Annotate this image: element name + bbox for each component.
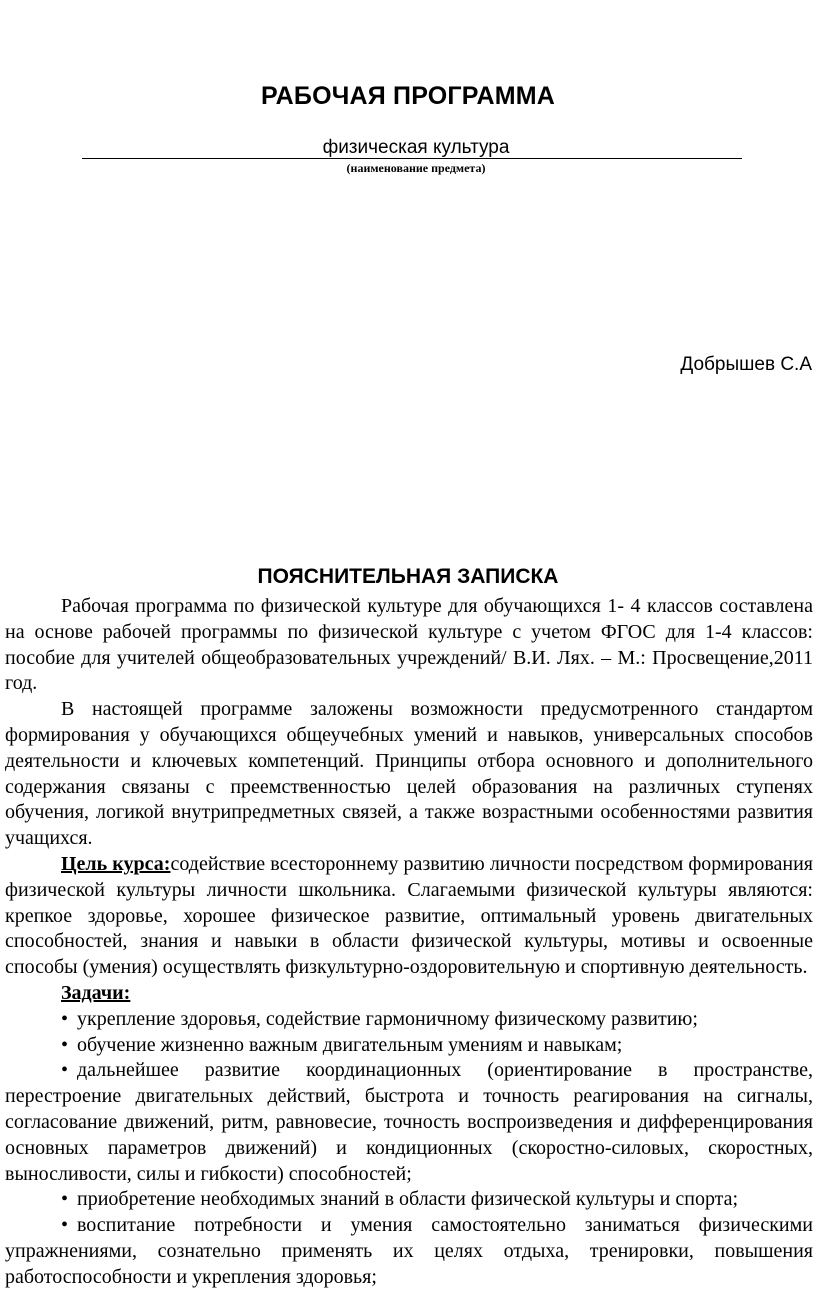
task-item xyxy=(5,1007,813,1033)
task-text: дальнейшее развитие координационных (ориентирование в пространстве, перестроение двигательных действий, быстрота и точность реагирования на сигналы, согласование движений, ритм, равновесие, точность воспроизведения и дифференцирования основных параметров движений) и кондиционных (скоростно-силовых, скоростных, выносливости, силы и гибкости) способностей; xyxy=(5,1059,813,1185)
task-item xyxy=(5,1213,813,1290)
task-text: приобретение необходимых знаний в области физической культуры и спорта; xyxy=(77,1188,739,1211)
task-item xyxy=(5,1058,813,1187)
task-text: обучение жизненно важным двигательным умениям и навыкам; xyxy=(77,1033,623,1056)
paragraph-course-goal xyxy=(5,852,813,981)
document-title: РАБОЧАЯ ПРОГРАММА xyxy=(260,82,556,110)
task-item xyxy=(5,1033,813,1059)
subject-name: физическая культура xyxy=(82,138,742,159)
task-text: укрепление здоровья, содействие гармоничному физическому развитию; xyxy=(77,1007,698,1030)
tasks-label: Задачи: xyxy=(61,981,131,1004)
bullet-icon: • xyxy=(61,1059,69,1082)
subject-caption: (наименование предмета) xyxy=(346,161,486,175)
goal-text: содействие всестороннему развитию личности посредством формирования физической культуры личности школьника. Слагаемыми физической культуры являются: крепкое здоровье, хорошее физическое развитие, оптимальный уровень двигательных способностей, знания и навыки в области физической культуры, мотивы и освоенные способы (умения) осуществлять физкультурно-оздоровительную и спортивную деятельность. xyxy=(5,852,814,979)
task-item xyxy=(5,1187,813,1213)
tasks-heading xyxy=(5,981,813,1007)
bullet-icon: • xyxy=(61,1214,69,1237)
paragraph-program-basis: Рабочая программа по физической культуре для обучающихся 1- 4 классов составлена на основе рабочей программы по физической культуре с учетом ФГОС для 1-4 классов: пособие для учителей общеобразовательных учреждений/ В.И. Лях. – М.: Просвещение,2011 год. xyxy=(5,595,813,695)
bullet-icon: • xyxy=(61,1188,69,1211)
goal-label: Цель курса: xyxy=(61,852,171,875)
explanatory-note-body xyxy=(5,594,813,1291)
bullet-icon: • xyxy=(61,1007,69,1030)
explanatory-note-title: ПОЯСНИТЕЛЬНАЯ ЗАПИСКА xyxy=(257,565,559,588)
paragraph-program-possibilities: В настоящей программе заложены возможности предусмотренного стандартом формирования у обучающихся общеучебных умений и навыков, универсальных способов деятельности и ключевых компетенций. Принципы отбора основного и дополнительного содержания связаны с преемственностью целей образования на различных ступенях обучения, логикой внутрипредметных связей, а также возрастными особенностями развития учащихся. xyxy=(5,698,813,850)
bullet-icon: • xyxy=(61,1033,69,1056)
author-name: Добрышев С.А xyxy=(680,354,812,375)
task-text: воспитание потребности и умения самостоятельно заниматься физическими упражнениями, сознательно применять их целях отдыха, тренировки, повышения работоспособности и укрепления здоровья; xyxy=(5,1214,813,1288)
